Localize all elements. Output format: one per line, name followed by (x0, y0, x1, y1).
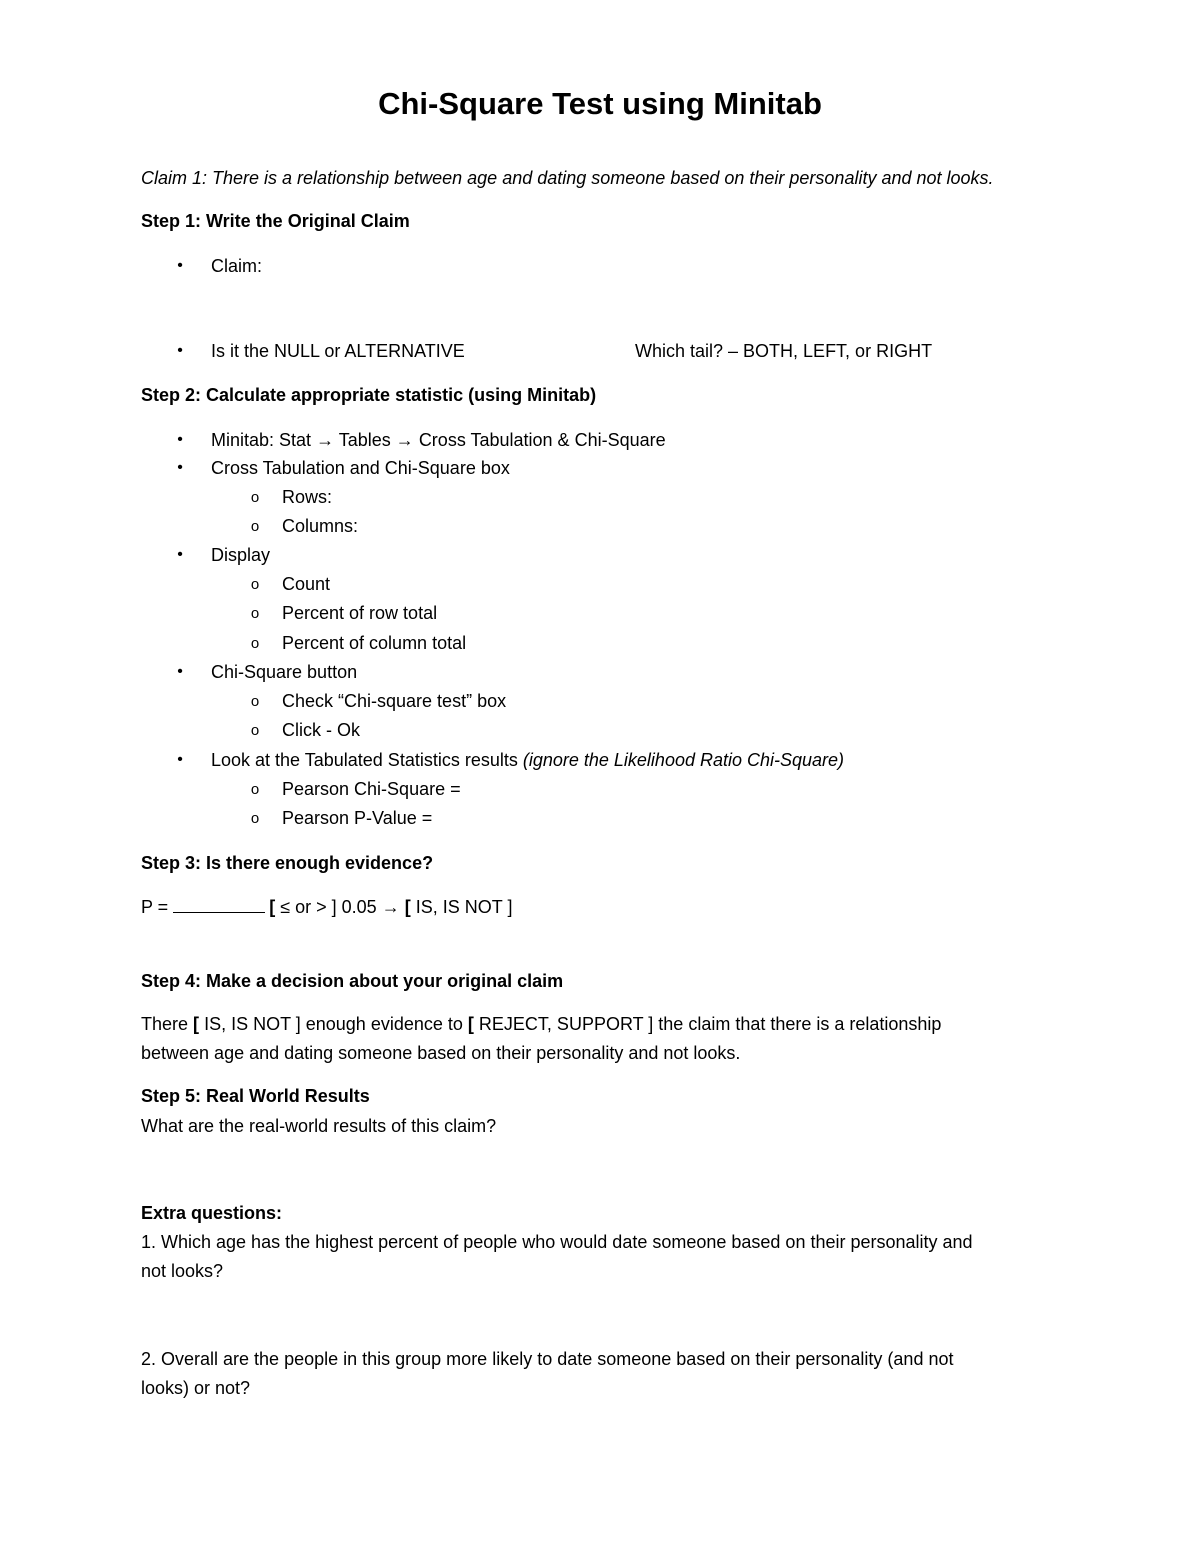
look-at-text: Look at the Tabulated Statistics results (211, 750, 518, 770)
pearson-chi-label: Pearson Chi-Square = (282, 779, 461, 799)
sub-bullet-icon: o (250, 489, 260, 506)
sub-bullet-icon: o (250, 518, 260, 535)
sub-bullet-icon: o (250, 722, 260, 739)
bracket-open: [ (269, 897, 276, 917)
extra-question-1-line1: 1. Which age has the highest percent of people who would date someone based on their personality and (141, 1232, 973, 1252)
count-option: Count (282, 574, 331, 594)
decision-reject-support: REJECT, SUPPORT ] the claim that there is a relationship (478, 1014, 942, 1034)
bullet-icon: • (177, 751, 183, 768)
click-ok-step: Click - Ok (282, 720, 360, 740)
p-value-comparison (141, 895, 512, 919)
p-value-blank (173, 896, 265, 913)
decision-line-1 (141, 1012, 941, 1036)
decision-is-isnot: IS, IS NOT ] enough evidence to (204, 1014, 463, 1034)
real-world-question: What are the real-world results of this claim? (141, 1116, 497, 1136)
extra-questions-heading: Extra questions: (141, 1203, 283, 1223)
extra-question-1-line2: not looks? (141, 1261, 224, 1281)
claim-intro: Claim 1: There is a relationship between age and dating someone based on their personality and not looks. (141, 168, 994, 188)
arrow-icon: → (381, 897, 400, 917)
sub-bullet-icon: o (250, 810, 260, 827)
extra-question-2-line1: 2. Overall are the people in this group more likely to date someone based on their personality (and not (141, 1349, 954, 1369)
look-at-results (211, 748, 844, 772)
bullet-icon: • (177, 546, 183, 563)
null-alt-question: Is it the NULL or ALTERNATIVE (211, 341, 465, 361)
step3-heading: Step 3: Is there enough evidence? (141, 853, 434, 873)
pearson-p-label: Pearson P-Value = (282, 808, 433, 828)
sub-bullet-icon: o (250, 781, 260, 798)
sub-bullet-icon: o (250, 576, 260, 593)
claim-label: Claim: (211, 256, 263, 276)
bullet-icon: • (177, 342, 183, 359)
bracket-open: [ (467, 1014, 474, 1034)
bullet-icon: • (177, 459, 183, 476)
step4-heading: Step 4: Make a decision about your original claim (141, 971, 564, 991)
bullet-icon: • (177, 431, 183, 448)
which-tail-question: Which tail? – BOTH, LEFT, or RIGHT (635, 341, 933, 361)
le-or-gt-choice: ≤ or > ] (280, 897, 337, 917)
display-label: Display (211, 545, 271, 565)
rows-label: Rows: (282, 487, 333, 507)
alpha-threshold: 0.05 (341, 897, 377, 917)
p-label: P = (141, 897, 169, 917)
step5-heading: Step 5: Real World Results (141, 1086, 370, 1106)
percent-row-option: Percent of row total (282, 603, 438, 623)
step1-heading: Step 1: Write the Original Claim (141, 211, 410, 231)
step2-heading: Step 2: Calculate appropriate statistic (using Minitab) (141, 385, 597, 405)
sub-bullet-icon: o (250, 693, 260, 710)
sub-bullet-icon: o (250, 605, 260, 622)
bracket-open: [ (404, 897, 411, 917)
percent-col-option: Percent of column total (282, 633, 467, 653)
sub-bullet-icon: o (250, 635, 260, 652)
arrow-icon: → (395, 430, 414, 450)
columns-label: Columns: (282, 516, 359, 536)
bullet-icon: • (177, 663, 183, 680)
menu-cross-tab: Cross Tabulation & Chi-Square (418, 430, 666, 450)
bullet-icon: • (177, 257, 183, 274)
arrow-icon: → (316, 430, 335, 450)
decision-line-2: between age and dating someone based on their personality and not looks. (141, 1043, 741, 1063)
chi-square-button-step: Chi-Square button (211, 662, 358, 682)
decision-there: There (141, 1014, 189, 1034)
cross-tab-box: Cross Tabulation and Chi-Square box (211, 458, 510, 478)
bracket-open: [ (193, 1014, 200, 1034)
look-at-note: (ignore the Likelihood Ratio Chi-Square) (522, 750, 845, 770)
extra-question-2-line2: looks) or not? (141, 1378, 251, 1398)
page-title: Chi-Square Test using Minitab (378, 86, 822, 121)
is-isnot-choice: IS, IS NOT ] (415, 897, 513, 917)
menu-stat: Minitab: Stat (211, 430, 312, 450)
check-box-step: Check “Chi-square test” box (282, 691, 507, 711)
minitab-menu-path (211, 428, 666, 452)
menu-tables: Tables (338, 430, 391, 450)
